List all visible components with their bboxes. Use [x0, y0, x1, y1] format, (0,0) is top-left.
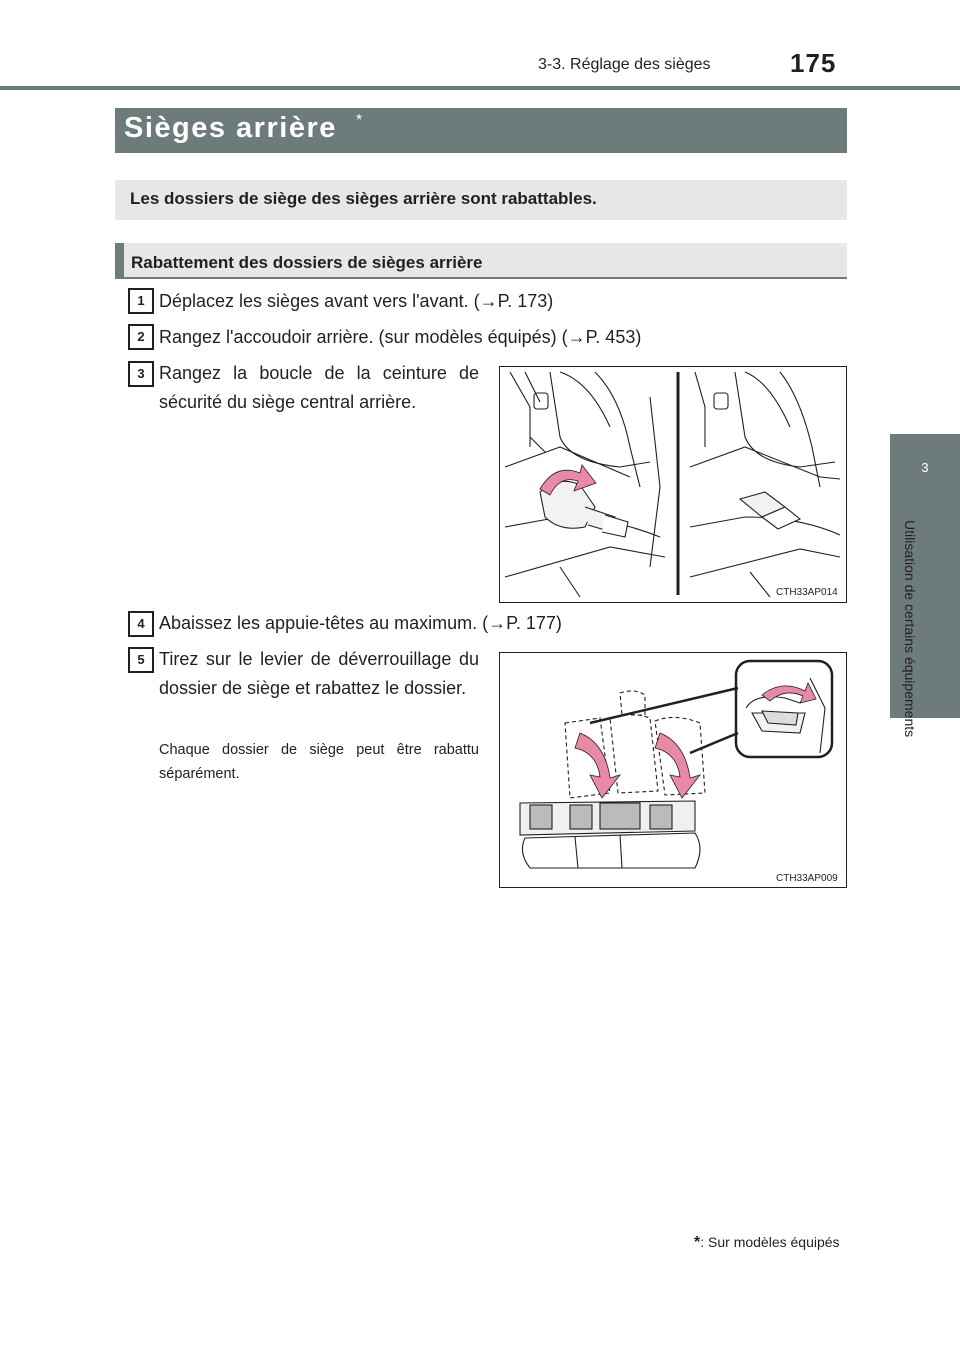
- page-title: Sièges arrière: [124, 112, 337, 144]
- footnote-text: : Sur modèles équipés: [700, 1234, 840, 1250]
- step-text-5: Tirez sur le levier de déverrouillage du dossier de siège et rabattez le dossier.: [159, 649, 479, 698]
- step-number-5: 5: [128, 647, 154, 673]
- step-text-2: Rangez l'accoudoir arrière. (sur modèles équipés) (→P. 453): [159, 327, 642, 347]
- fold-arrow-left-icon: [575, 733, 620, 798]
- subsection-rule: [115, 277, 847, 279]
- seatbelt-buckle-illustration: [500, 367, 845, 601]
- step-number-4: 4: [128, 611, 154, 637]
- figure-seatback-fold: [499, 652, 847, 888]
- page-number: 175: [790, 48, 837, 78]
- step-number-1: 1: [128, 288, 154, 314]
- header-rule: [0, 86, 960, 90]
- step-number-3: 3: [128, 361, 154, 387]
- figure-code-2: CTH33AP009: [776, 873, 838, 884]
- figure-seatbelt-buckle: [499, 366, 847, 603]
- step-text-3: Rangez la boucle de la ceinture de sécurité du siège central arrière.: [159, 363, 479, 412]
- footnote-asterisk: *: [694, 1234, 701, 1251]
- intro-text: Les dossiers de siège des sièges arrière sont rabattables.: [130, 189, 597, 208]
- subsection-title: Rabattement des dossiers de sièges arrière: [131, 253, 483, 272]
- fold-arrow-right-icon: [655, 733, 700, 798]
- chapter-title: Utilisation de certains équipements: [902, 520, 918, 738]
- seatback-fold-illustration: [500, 653, 845, 886]
- chapter-number: 3: [921, 460, 929, 475]
- subsection-marker: [115, 243, 124, 277]
- title-asterisk: *: [356, 112, 363, 129]
- figure-code-1: CTH33AP014: [776, 587, 838, 598]
- step-number-2: 2: [128, 324, 154, 350]
- chapter-title-vertical: [900, 520, 920, 810]
- running-header-section: 3-3. Réglage des sièges: [538, 56, 711, 73]
- step-text-1: Déplacez les sièges avant vers l'avant. (→P. 173): [159, 291, 554, 311]
- lever-arrow-icon: [762, 683, 816, 703]
- step-text-4: Abaissez les appuie-têtes au maximum. (→P. 177): [159, 613, 562, 633]
- step-note-5: Chaque dossier de siège peut être rabattu séparément.: [159, 742, 479, 782]
- footnote: [694, 1234, 840, 1252]
